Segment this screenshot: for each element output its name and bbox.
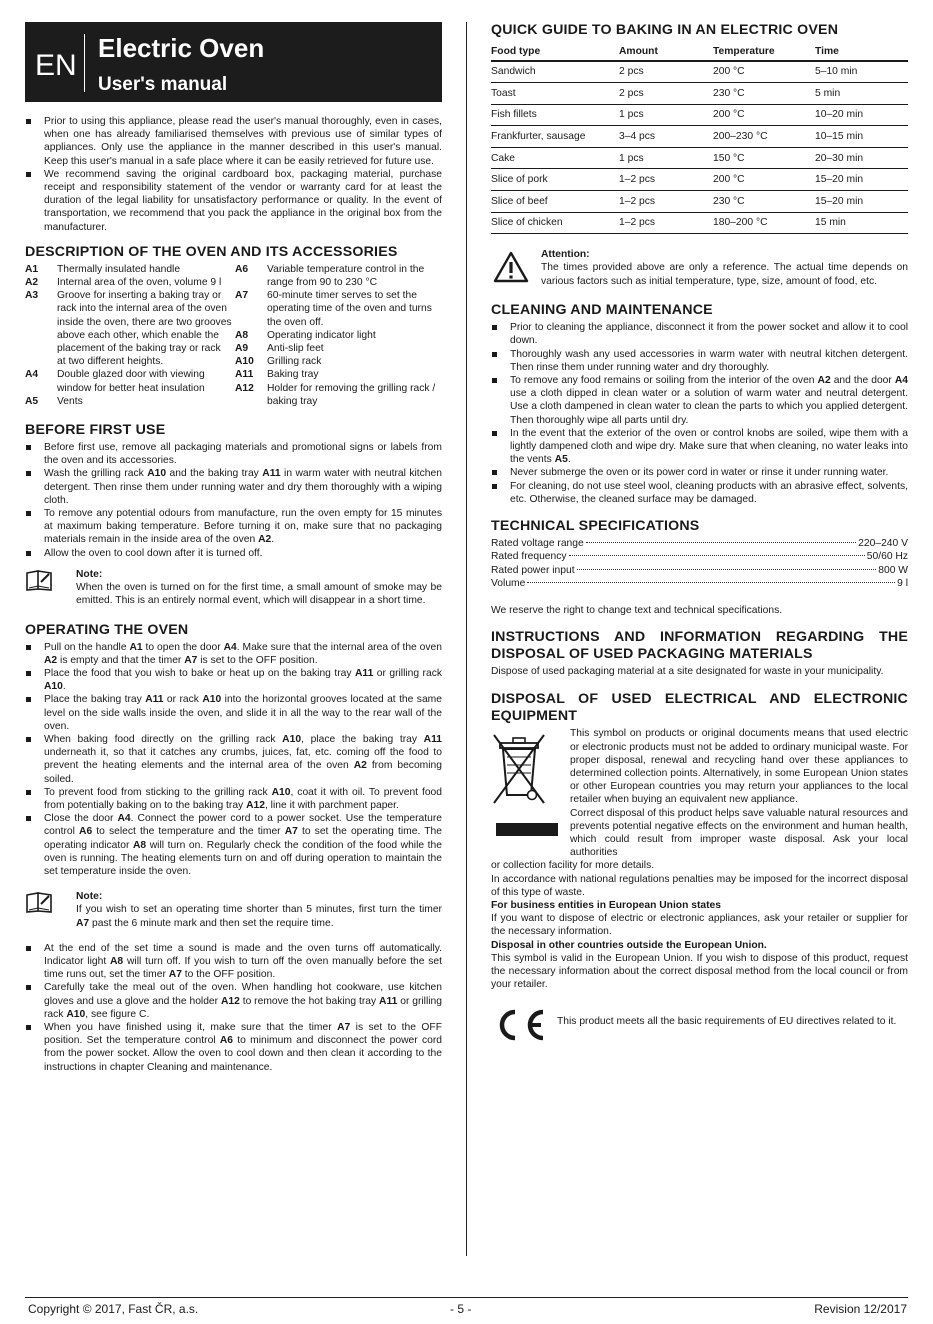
accessories-list	[25, 263, 442, 408]
note-text: When the oven is turned on for the first time, a small amount of smoke may be emitted. This is an entirely normal event, which will disappear in a short time.	[76, 582, 442, 607]
bullet-item: For cleaning, do not use steel wool, cleaning products with an abrasive effect, solvents, etc. Otherwise, the cleaned surface may be damaged.	[491, 480, 908, 506]
accessory-item	[25, 276, 232, 289]
part-reference: A7	[168, 969, 182, 981]
table-cell: 200 °C	[713, 169, 815, 191]
accessory-key: A11	[235, 369, 254, 381]
accessory-text: Groove for inserting a baking tray or rack into the internal area of the oven inside the oven, there are two grooves above each other, which enable the placement of the baking tray or rack at two different heights.	[57, 290, 232, 368]
table-row	[491, 83, 908, 105]
accessory-text: Operating indicator light	[267, 329, 376, 341]
tech-specs-list	[491, 537, 908, 590]
dot-leader	[569, 555, 865, 556]
quick-guide-heading: QUICK GUIDE TO BAKING IN AN ELECTRIC OVEN	[491, 22, 839, 38]
ce-mark-icon	[491, 1008, 547, 1042]
table-cell: 10–20 min	[815, 104, 908, 126]
disposal-text: In accordance with national regulations penalties may be imposed for the incorrect disposal of this type of waste.	[491, 873, 908, 898]
accessory-item	[25, 368, 232, 394]
table-cell: 15–20 min	[815, 191, 908, 213]
bullet-item: Before first use, remove all packaging materials and promotional signs or labels from the oven and its accessories.	[25, 441, 442, 467]
dot-leader	[577, 569, 877, 570]
accessory-item	[25, 289, 232, 368]
bullet-item: When you have finished using it, make sure that the timer A7 is set to the OFF position. Set the temperature control A6 to minimum and disconnect the power cord from the power socket. Allow the oven to cool down and then clean it according to the instructions in chapter Cleaning and maintenance.	[25, 1021, 442, 1074]
accessory-key: A4	[25, 369, 39, 381]
note-block	[25, 890, 442, 930]
bullet-item: To remove any potential odours from manufacture, run the oven empty for 15 minutes at maximum baking temperature. Before turning it on, make sure that no packaging materials remain in the inside area of the oven A2.	[25, 507, 442, 547]
spec-label: Rated frequency	[491, 551, 567, 563]
bullet-item: Place the food that you wish to bake or heat up on the baking tray A11 or grilling rack A10.	[25, 667, 442, 693]
part-reference: A4	[117, 813, 131, 825]
spec-row	[491, 564, 908, 577]
cleaning-list	[491, 321, 908, 506]
spec-row	[491, 550, 908, 563]
accessory-text: Anti-slip feet	[267, 343, 324, 355]
column-header: Amount	[619, 43, 713, 61]
disposal-heading: DISPOSAL OF USED ELECTRICAL AND ELECTRONIC EQUIPMENT	[491, 691, 908, 725]
weee-block	[491, 727, 908, 859]
part-reference: A2	[44, 654, 58, 666]
table-row	[491, 212, 908, 234]
book-note-icon	[25, 568, 53, 592]
part-reference: A8	[133, 839, 147, 851]
weee-text: This symbol on products or original documents means that used electric or electronic products must not be added to ordinary municipal waste. For proper disposal, renewal and recycling hand over these appliances to determined collection points. Alternatively, in some European Union states or other European countries you may return your appliances to the local retailer when buying an equivalent new appliance.	[570, 728, 908, 806]
table-cell: 1 pcs	[619, 104, 713, 126]
table-cell: 230 °C	[713, 191, 815, 213]
part-reference: A10	[66, 1008, 86, 1020]
table-cell: 2 pcs	[619, 61, 713, 83]
table-cell: Slice of chicken	[491, 212, 619, 234]
table-cell: Toast	[491, 83, 619, 105]
table-cell: 200 °C	[713, 104, 815, 126]
note-title: Note:	[76, 568, 103, 580]
accessory-key: A3	[25, 290, 39, 302]
part-reference: A10	[44, 681, 63, 693]
part-reference: A2	[258, 534, 272, 546]
accessory-text: Thermally insulated handle	[57, 263, 181, 275]
table-cell: 3–4 pcs	[619, 126, 713, 148]
bullet-item: Prior to cleaning the appliance, disconnect it from the power socket and allow it to cool down.	[491, 321, 908, 347]
bullet-item: At the end of the set time a sound is made and the oven turns off automatically. Indicator light A8 will turn off. If you wish to turn off the oven manually before the set time runs out, set the timer A7 to the OFF position.	[25, 942, 442, 982]
operating-list	[25, 641, 442, 879]
part-reference: A12	[220, 995, 240, 1007]
column-header: Food type	[491, 43, 619, 61]
part-reference: A6	[219, 1035, 234, 1047]
packaging-text: Dispose of used packaging material at a site designated for waste in your municipality.	[491, 666, 884, 678]
table-cell: 200 °C	[713, 61, 815, 83]
table-cell: Sandwich	[491, 61, 619, 83]
bullet-item: Place the baking tray A11 or rack A10 into the horizontal grooves located at the same level on the side walls inside the oven, and slide it in all the way to the rear wall of the oven.	[25, 693, 442, 733]
table-cell: 10–15 min	[815, 126, 908, 148]
accessory-item	[25, 395, 232, 408]
note-block	[25, 568, 442, 608]
accessory-key: A6	[235, 263, 249, 275]
attention-block	[491, 248, 908, 288]
part-reference: A5	[554, 454, 568, 466]
accessories-col-right	[235, 263, 442, 408]
table-cell: 230 °C	[713, 83, 815, 105]
accessory-key: A8	[235, 329, 249, 341]
spec-label: Volume	[491, 577, 526, 589]
accessory-text: Vents	[57, 395, 83, 407]
weee-text: Correct disposal of this product helps save valuable natural resources and prevents potential negative effects on the environment and human health, which could result from improper waste disposal. Ask your local authorities	[570, 807, 908, 859]
accessory-item	[235, 368, 442, 381]
part-reference: A10	[282, 733, 302, 745]
table-header-row	[491, 43, 908, 61]
reserve-note: We reserve the right to change text and technical specifications.	[491, 604, 783, 616]
footer-revision: Revision 12/2017	[814, 1302, 907, 1316]
table-cell: Slice of pork	[491, 169, 619, 191]
intro-item: We recommend saving the original cardboard box, packaging material, purchase receipt and responsibility statement of the vendor or warranty card for at least the duration of the legal liability for unsatisfactory performance or quality. In the event of transportation, we recommend that you pack the appliance in the original box from the manufacturer.	[25, 168, 442, 234]
part-reference: A2	[817, 375, 831, 387]
part-reference: A7	[184, 654, 198, 666]
part-reference: A10	[271, 786, 291, 798]
description-heading: DESCRIPTION OF THE OVEN AND ITS ACCESSORIES	[25, 243, 398, 260]
weee-bar-mark	[496, 823, 558, 836]
part-reference: A7	[337, 1021, 351, 1033]
spec-value: 220–240 V	[858, 538, 908, 550]
column-header: Temperature	[713, 43, 815, 61]
ce-block	[491, 1005, 908, 1045]
before-first-use-list	[25, 441, 442, 560]
accessory-text: Baking tray	[267, 369, 319, 381]
table-cell: 180–200 °C	[713, 212, 815, 234]
part-reference: A2	[353, 760, 367, 772]
part-reference: A10	[202, 694, 222, 706]
part-reference: A8	[110, 955, 124, 967]
bullet-item: Allow the oven to cool down after it is turned off.	[25, 547, 442, 560]
part-reference: A11	[379, 995, 398, 1007]
note-text: If you wish to set an operating time shorter than 5 minutes, first turn the timer A7 past the 6 minute mark and then set the require time.	[76, 904, 442, 929]
part-reference: A10	[147, 468, 167, 480]
table-cell: 15–20 min	[815, 169, 908, 191]
accessory-text: Holder for removing the grilling rack / baking tray	[267, 382, 436, 407]
spec-value: 9 l	[897, 577, 908, 589]
spec-label: Rated voltage range	[491, 538, 584, 550]
outside-eu-heading: Disposal in other countries outside the European Union.	[491, 939, 767, 951]
accessories-col-left	[25, 263, 232, 408]
ce-text: This product meets all the basic requirements of EU directives related to it.	[557, 1016, 897, 1028]
footer-page-number: - 5 -	[450, 1302, 472, 1316]
part-reference: A11	[423, 733, 442, 745]
bullet-item: Thoroughly wash any used accessories in warm water with neutral kitchen detergent. Then rinse them under running water and dry thoroughly.	[491, 348, 908, 374]
accessory-item	[235, 329, 442, 342]
column-divider	[466, 22, 467, 1256]
table-cell: 5 min	[815, 83, 908, 105]
accessory-item	[235, 355, 442, 368]
operating-heading: OPERATING THE OVEN	[25, 621, 189, 638]
part-reference: A1	[129, 641, 143, 653]
table-cell: 2 pcs	[619, 83, 713, 105]
table-cell: Frankfurter, sausage	[491, 126, 619, 148]
attention-title: Attention:	[541, 249, 590, 261]
accessory-item	[235, 289, 442, 329]
bullet-item: Wash the grilling rack A10 and the baking tray A11 in warm water with neutral kitchen detergent. Then rinse them under running water and dry them thoroughly with a wiping cloth.	[25, 467, 442, 507]
table-cell: 15 min	[815, 212, 908, 234]
operating-list-continued	[25, 942, 442, 1074]
bullet-item: When baking food directly on the grilling rack A10, place the baking tray A11 underneath it, so that it catches any crumbs, juices, fat, etc. coming off the food to prevent the heating elements and the internal area of the oven A2 from becoming soiled.	[25, 733, 442, 786]
business-heading: For business entities in European Union states	[491, 899, 722, 911]
table-cell: 5–10 min	[815, 61, 908, 83]
accessory-key: A5	[25, 395, 39, 407]
bullet-item: Carefully take the meal out of the oven. When handling hot cookware, use kitchen gloves and use a glove and the holder A12 to remove the hot baking tray A11 or grilling rack A10, see figure C.	[25, 981, 442, 1021]
footer-rule	[25, 1297, 908, 1298]
part-reference: A11	[354, 667, 374, 679]
table-row	[491, 169, 908, 191]
table-cell: Fish fillets	[491, 104, 619, 126]
table-cell: 20–30 min	[815, 147, 908, 169]
dot-leader	[586, 542, 856, 543]
manual-header	[25, 22, 442, 102]
accessory-key: A10	[235, 356, 254, 368]
table-cell: 1–2 pcs	[619, 212, 713, 234]
before-first-use-heading: BEFORE FIRST USE	[25, 422, 166, 439]
table-row	[491, 191, 908, 213]
intro-item: Prior to using this appliance, please read the user's manual thoroughly, even in cases, when one has already familiarised themselves with previous use of similar types of appliances. Only use the appliance in the manner described in this user's manual. Keep this user's manual in a safe place where it can be easily retrieved for future use.	[25, 115, 442, 168]
footer-copyright: Copyright © 2017, Fast ČR, a.s.	[28, 1302, 199, 1316]
bullet-item: Close the door A4. Connect the power cord to a power socket. Use the temperature control A6 to select the temperature and the timer A7 to set the operating time. The operating indicator A8 will turn on. Regularly check the condition of the food while the oven is running. The heating elements turn on and off during operation to maintain the set temperature inside the oven.	[25, 812, 442, 878]
table-row	[491, 104, 908, 126]
note-title: Note:	[76, 891, 103, 903]
outside-eu-text: This symbol is valid in the European Union. If you wish to dispose of this product, request the necessary information about the correct disposal method from the local council or from your retailer.	[491, 952, 908, 991]
accessory-key: A7	[235, 290, 249, 302]
intro-list	[25, 115, 442, 234]
accessory-text: Grilling rack	[267, 356, 322, 368]
table-row	[491, 147, 908, 169]
accessory-key: A2	[25, 277, 39, 289]
left-column	[25, 22, 442, 1074]
part-reference: A4	[223, 641, 237, 653]
table-cell: 1 pcs	[619, 147, 713, 169]
book-note-icon	[25, 890, 53, 914]
table-cell: 200–230 °C	[713, 126, 815, 148]
accessory-item	[25, 263, 232, 276]
bullet-item: Pull on the handle A1 to open the door A4. Make sure that the internal area of the oven A2 is empty and that the timer A7 is set to the OFF position.	[25, 641, 442, 667]
spec-value: 50/60 Hz	[866, 551, 908, 563]
crossed-bin-icon	[491, 729, 547, 805]
accessory-text: Double glazed door with viewing window for better heat insulation	[57, 369, 205, 394]
part-reference: A4	[894, 375, 909, 387]
dot-leader	[527, 582, 895, 583]
table-cell: Cake	[491, 147, 619, 169]
document-title: Electric Oven	[98, 33, 265, 63]
bullet-item: To remove any food remains or soiling from the interior of the oven A2 and the door A4 use a cloth dipped in clean water or a solution of warm water and neutral detergent. Use a cloth dampened in clean water to clean the parts to which you applied detergent. Then thoroughly wipe all parts until dry.	[491, 374, 908, 427]
warning-triangle-icon	[493, 251, 529, 283]
packaging-heading: INSTRUCTIONS AND INFORMATION REGARDING THE DISPOSAL OF USED PACKAGING MATERIALS	[491, 629, 908, 663]
spec-value: 800 W	[878, 564, 908, 576]
attention-text: The times provided above are only a reference. The actual time depends on various factors such as initial temperature, type, size, amount of food, etc.	[541, 262, 908, 287]
bullet-item: In the event that the exterior of the oven or control knobs are soiled, wipe them with a lightly dampened cloth and wipe dry. Make sure that when cleaning, no water leaks into the vents A5.	[491, 427, 908, 467]
quick-guide-rows	[491, 61, 908, 234]
right-column	[491, 22, 908, 1045]
accessory-item	[235, 342, 442, 355]
part-reference: A6	[79, 826, 93, 838]
table-cell: Slice of beef	[491, 191, 619, 213]
spec-label: Rated power input	[491, 564, 575, 576]
table-cell: 1–2 pcs	[619, 169, 713, 191]
table-row	[491, 126, 908, 148]
table-cell: 1–2 pcs	[619, 191, 713, 213]
table-row	[491, 61, 908, 83]
accessory-key: A9	[235, 343, 249, 355]
bullet-item: To prevent food from sticking to the grilling rack A10, coat it with oil. To prevent food from potentially baking on to the baking tray A12, line it with parchment paper.	[25, 786, 442, 812]
part-reference: A11	[262, 468, 281, 480]
part-reference: A11	[145, 694, 164, 706]
disposal-text: or collection facility for more details.	[491, 860, 655, 872]
accessory-item	[235, 382, 442, 408]
column-header: Time	[815, 43, 908, 61]
accessory-text: 60-minute timer serves to set the operating time of the oven and turns the oven off.	[267, 290, 432, 328]
language-code: EN	[35, 49, 77, 82]
part-reference: A7	[284, 826, 298, 838]
part-reference: A7	[76, 917, 90, 929]
bullet-item: Never submerge the oven or its power cord in water or rinse it under running water.	[491, 466, 908, 479]
cleaning-heading: CLEANING AND MAINTENANCE	[491, 302, 713, 319]
table-cell: 150 °C	[713, 147, 815, 169]
business-text: If you want to dispose of electric or electronic appliances, ask your retailer or supplier for the necessary information.	[491, 913, 908, 938]
header-separator	[84, 34, 85, 92]
accessory-key: A12	[235, 382, 254, 394]
document-subtitle: User's manual	[98, 74, 228, 95]
spec-row	[491, 577, 908, 590]
accessory-text: Internal area of the oven, volume 9 l	[57, 277, 222, 289]
accessory-item	[235, 263, 442, 289]
spec-row	[491, 537, 908, 550]
part-reference: A12	[246, 799, 265, 811]
accessory-key: A1	[25, 263, 39, 275]
tech-specs-heading: TECHNICAL SPECIFICATIONS	[491, 518, 700, 535]
accessory-text: Variable temperature control in the range from 90 to 230 °C	[267, 263, 425, 289]
quick-guide-table	[491, 43, 908, 234]
